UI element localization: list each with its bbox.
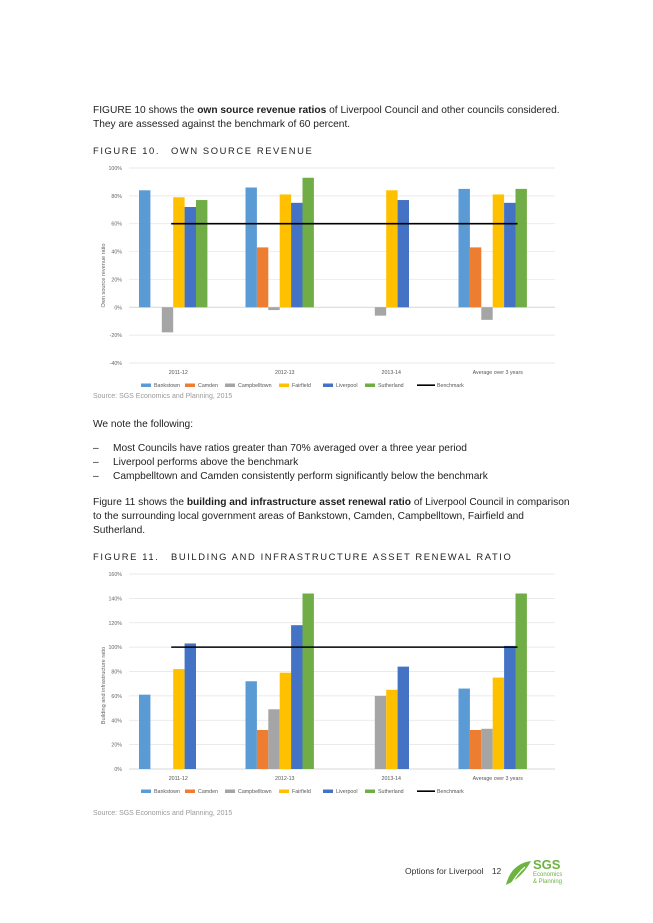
intro-line2: They are assessed against the benchmark of 60 percent. [93, 119, 351, 130]
y-axis-label: Own source revenue ratio [101, 243, 107, 308]
bar-liverpool [291, 203, 302, 307]
intro-bold: own source revenue ratios [197, 105, 327, 116]
legend-label: Liverpool [336, 789, 358, 795]
bullet-text: Most Councils have ratios greater than 70% averaged over a three year period [113, 443, 467, 454]
x-tick-label: Average over 3 years [472, 370, 523, 376]
x-tick-label: 2011-12 [168, 776, 188, 782]
list-item: – Campbelltown and Camden consistently perform significantly below the benchmark [93, 471, 488, 482]
legend-swatch [141, 790, 151, 794]
legend-label: Benchmark [437, 789, 464, 795]
bar-camden [470, 247, 481, 307]
list-item: – Most Councils have ratios greater than 70% averaged over a three year period [93, 443, 467, 454]
x-tick-label: 2011-12 [168, 370, 188, 376]
bar-fairfield [493, 194, 504, 307]
legend-swatch [225, 790, 235, 794]
bar-sutherland [303, 594, 314, 770]
para2-line3: Sutherland. [93, 525, 146, 536]
figure-11-number: FIGURE 11. [93, 551, 160, 562]
bar-sutherland [303, 178, 314, 308]
bar-sutherland [516, 189, 527, 307]
y-tick-label: 160% [108, 572, 122, 578]
bar-fairfield [280, 194, 291, 307]
legend-swatch [365, 384, 375, 388]
bar-bankstown [459, 689, 470, 769]
bar-campbelltown [375, 696, 386, 769]
legend-label: Bankstown [154, 789, 180, 795]
footer-text: Options for Liverpool [405, 866, 484, 876]
footer [405, 866, 501, 876]
legend-swatch [279, 384, 289, 388]
y-tick-label: 140% [108, 596, 122, 603]
legend-label: Fairfield [292, 383, 311, 389]
y-axis-label: Building and infrastructure ratio [101, 646, 107, 725]
bar-fairfield [173, 197, 184, 307]
legend-swatch [323, 384, 333, 388]
bar-bankstown [139, 695, 150, 769]
y-tick-label: 100% [108, 166, 122, 172]
own-source-revenue-chart [93, 160, 563, 392]
intro-prefix: FIGURE 10 shows the [93, 105, 198, 116]
sgs-logo [503, 858, 563, 888]
legend-swatch [185, 384, 195, 388]
legend-swatch [141, 384, 151, 388]
bar-campbelltown [481, 729, 492, 769]
para2-bold: building and infrastructure asset renewal ratio [186, 497, 411, 508]
bar-liverpool [185, 643, 196, 769]
legend-swatch [225, 384, 235, 388]
asset-renewal-chart [93, 566, 563, 798]
bar-campbelltown [375, 307, 386, 315]
bar-liverpool [504, 203, 515, 307]
note-heading: We note the following: [93, 419, 194, 430]
bar-fairfield [493, 678, 504, 769]
y-tick-label: -40% [109, 361, 122, 367]
x-tick-label: 2012-13 [275, 776, 295, 782]
y-tick-label: 40% [111, 249, 122, 256]
bar-liverpool [504, 646, 515, 769]
x-tick-label: 2012-13 [275, 370, 295, 376]
legend-swatch [185, 790, 195, 794]
legend-swatch [365, 790, 375, 794]
bar-campbelltown [481, 307, 492, 320]
leaf-icon [503, 858, 533, 888]
bar-bankstown [246, 188, 257, 308]
para2-suffix: of Liverpool Council in comparison [411, 497, 570, 508]
bar-bankstown [459, 189, 470, 307]
legend-label: Campbelltown [238, 789, 272, 795]
intro-suffix: of Liverpool Council and other councils considered. [326, 105, 560, 116]
y-tick-label: 100% [108, 645, 122, 652]
y-tick-label: 60% [111, 693, 122, 700]
bar-bankstown [246, 681, 257, 769]
figure-11-caption: BUILDING AND INFRASTRUCTURE ASSET RENEWAL RATIO [171, 551, 513, 562]
y-tick-label: 120% [108, 620, 122, 627]
bullet-text: Campbelltown and Camden consistently perform significantly below the benchmark [113, 471, 488, 482]
bullet-text: Liverpool performs above the benchmark [113, 457, 299, 468]
legend-label: Liverpool [336, 383, 358, 389]
bar-campbelltown [268, 307, 279, 310]
intro-paragraph [93, 104, 573, 132]
figure-10-number: FIGURE 10. [93, 145, 161, 156]
y-tick-label: 20% [111, 742, 122, 749]
logo-sub1: Economics [533, 872, 563, 878]
legend-label: Campbelltown [238, 383, 272, 389]
figure-10-source: Source: SGS Economics and Planning, 2015 [93, 393, 233, 400]
bar-liverpool [185, 207, 196, 307]
x-tick-label: 2013-14 [381, 370, 401, 376]
legend-label: Benchmark [437, 383, 464, 389]
list-item: – Liverpool performs above the benchmark [93, 457, 299, 468]
y-tick-label: 80% [111, 669, 122, 676]
bar-sutherland [196, 200, 207, 307]
bar-camden [257, 247, 268, 307]
figure-11-paragraph [93, 496, 583, 538]
figure-10-title [93, 145, 313, 156]
bar-fairfield [173, 669, 184, 769]
bar-sutherland [516, 594, 527, 770]
x-tick-label: Average over 3 years [472, 776, 523, 782]
figure-11-source: Source: SGS Economics and Planning, 2015 [93, 810, 233, 817]
legend-label: Camden [198, 383, 219, 389]
bar-liverpool [398, 200, 409, 307]
legend-label: Camden [198, 789, 219, 795]
y-tick-label: 80% [111, 193, 122, 200]
y-tick-label: 0% [114, 767, 122, 773]
bar-camden [470, 730, 481, 769]
bar-fairfield [386, 690, 397, 769]
y-tick-label: 60% [111, 221, 122, 228]
logo-text: SGS [533, 857, 561, 872]
bar-campbelltown [268, 709, 279, 769]
bar-bankstown [139, 190, 150, 307]
figure-11-title [93, 551, 512, 562]
bar-campbelltown [162, 307, 173, 332]
y-tick-label: 0% [114, 305, 122, 312]
logo-subtext [533, 872, 562, 886]
legend-label: Bankstown [154, 383, 180, 389]
figure-10-caption: OWN SOURCE REVENUE [171, 145, 314, 156]
bullet-list [93, 442, 573, 484]
x-tick-label: 2013-14 [381, 776, 401, 782]
legend-label: Sutherland [378, 789, 404, 795]
y-tick-label: 20% [111, 277, 122, 284]
page-number: 12 [491, 866, 502, 876]
logo-sub2: & Planning [533, 879, 563, 885]
legend-swatch [323, 790, 333, 794]
para2-line2: to the surrounding local government areas of Bankstown, Camden, Campbelltown, Fairfield and [93, 511, 524, 522]
bar-fairfield [280, 673, 291, 769]
bar-fairfield [386, 190, 397, 307]
legend-label: Sutherland [378, 383, 404, 389]
legend-swatch [279, 790, 289, 794]
legend-label: Fairfield [292, 789, 311, 795]
y-tick-label: 40% [111, 718, 122, 725]
bar-liverpool [398, 667, 409, 769]
para2-prefix: Figure 11 shows the [93, 497, 187, 508]
y-tick-label: -20% [109, 333, 122, 340]
bar-camden [257, 730, 268, 769]
